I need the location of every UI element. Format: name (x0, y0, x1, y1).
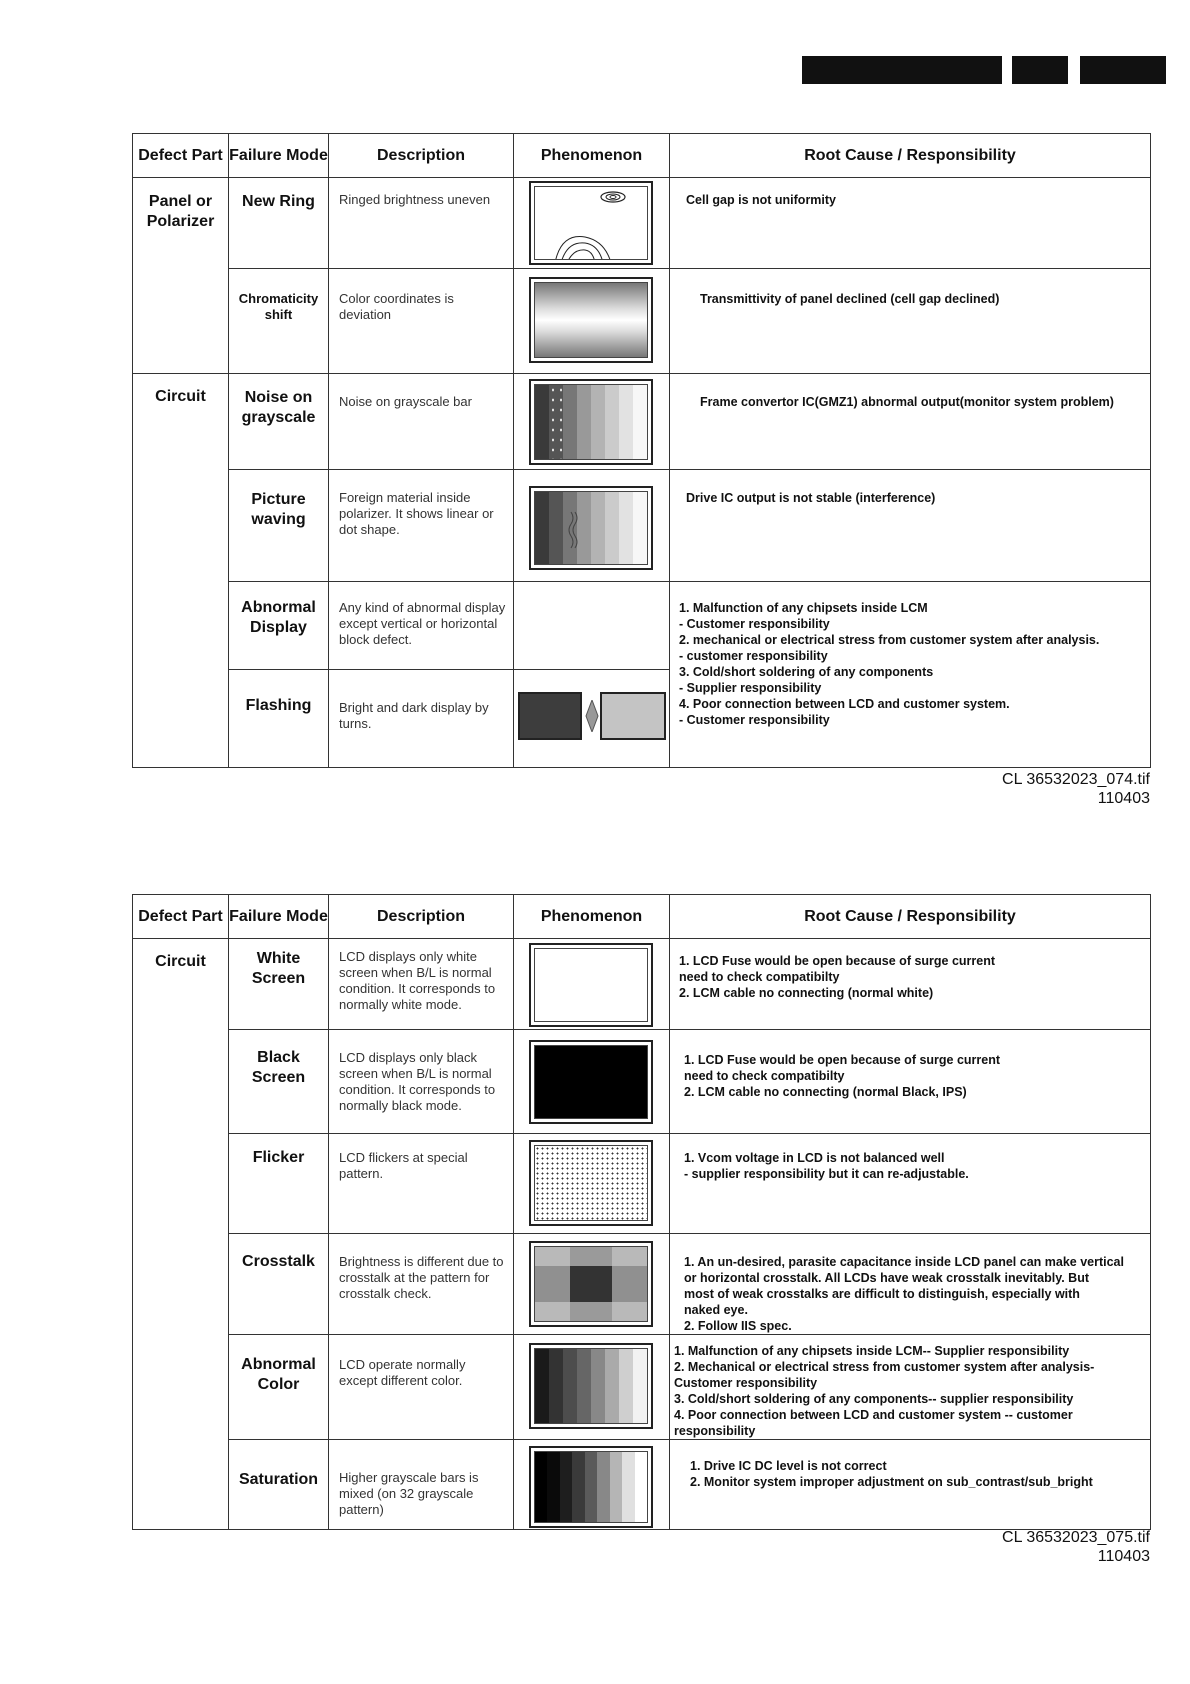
failure-mode: Flicker (229, 1134, 329, 1234)
failure-mode: Picture waving (229, 470, 329, 582)
root-cause: Drive IC output is not stable (interference) (670, 470, 1151, 582)
failure-mode: Abnormal Color (229, 1335, 329, 1440)
description: Foreign material inside polarizer. It shows linear or dot shape. (329, 470, 514, 582)
header-failure-mode: Failure Mode (229, 134, 329, 178)
table-row (133, 582, 1151, 670)
failure-mode: Flashing (229, 670, 329, 768)
header-description: Description (329, 134, 514, 178)
failure-mode: Abnormal Display (229, 582, 329, 670)
phenomenon-abnormal-color (514, 1335, 670, 1440)
header-phenomenon: Phenomenon (514, 134, 670, 178)
table-row (133, 1440, 1151, 1530)
failure-mode: Crosstalk (229, 1234, 329, 1335)
phenomenon-black-screen (514, 1030, 670, 1134)
root-cause: 1. Vcom voltage in LCD is not balanced well - supplier responsibility but it can re-adjustable. (670, 1134, 1151, 1234)
description: LCD operate normally except different color. (329, 1335, 514, 1440)
phenomenon-crosstalk (514, 1234, 670, 1335)
root-cause: 1. Drive IC DC level is not correct 2. Monitor system improper adjustment on sub_contrast/sub_bright (670, 1440, 1151, 1530)
header-defect-part: Defect Part (133, 134, 229, 178)
root-cause: Frame convertor IC(GMZ1) abnormal output(monitor system problem) (670, 374, 1151, 470)
root-cause: 1. An un-desired, parasite capacitance inside LCD panel can make vertical or horizontal crosstalk. All LCDs have weak crosstalk inevitably. But most of weak crosstalks are difficult to distinguish, especially with naked eye. 2. Follow IIS spec. (670, 1234, 1151, 1335)
caption-table-1 (1002, 770, 1150, 808)
table-row (133, 1134, 1151, 1234)
header-description: Description (329, 895, 514, 939)
failure-mode: New Ring (229, 178, 329, 269)
table-row (133, 1335, 1151, 1440)
root-cause: Transmittivity of panel declined (cell gap declined) (670, 269, 1151, 374)
description: LCD flickers at special pattern. (329, 1134, 514, 1234)
caption-table-2 (1002, 1528, 1150, 1566)
wave-lines-icon (535, 492, 648, 565)
table-row (133, 939, 1151, 1030)
caption-file: CL 36532023_074.tif (1002, 771, 1150, 788)
description: Bright and dark display by turns. (329, 670, 514, 768)
description: Higher grayscale bars is mixed (on 32 grayscale pattern) (329, 1440, 514, 1530)
phenomenon-white-screen (514, 939, 670, 1030)
root-cause: Cell gap is not uniformity (670, 178, 1151, 269)
table-row (133, 374, 1151, 470)
table-row (133, 1030, 1151, 1134)
header-phenomenon: Phenomenon (514, 895, 670, 939)
defect-table-1 (132, 133, 1151, 768)
caption-date: 110403 (1097, 790, 1150, 807)
table-row (133, 178, 1151, 269)
description: Ringed brightness uneven (329, 178, 514, 269)
defect-table-2 (132, 894, 1151, 1530)
double-arrow-icon (585, 700, 599, 732)
caption-date: 110403 (1097, 1548, 1150, 1565)
phenomenon-flicker (514, 1134, 670, 1234)
table-header-row (133, 895, 1151, 939)
defect-part: Circuit (133, 939, 229, 1530)
phenomenon-flashing (514, 670, 670, 768)
root-cause: 1. Malfunction of any chipsets inside LCM - Customer responsibility 2. mechanical or electrical stress from customer system after analysis. - customer responsibility 3. Cold/short soldering of any components - Supplier responsibility 4. Poor connection between LCD and customer system. - Customer responsibility (670, 582, 1151, 768)
failure-mode: White Screen (229, 939, 329, 1030)
description: Any kind of abnormal display except vertical or horizontal block defect. (329, 582, 514, 670)
phenomenon-abnormal-display (514, 582, 670, 670)
description: LCD displays only white screen when B/L is normal condition. It corresponds to normally white mode. (329, 939, 514, 1030)
ring-pattern-icon (535, 187, 648, 260)
failure-mode: Noise on grayscale (229, 374, 329, 470)
header-failure-mode: Failure Mode (229, 895, 329, 939)
phenomenon-saturation (514, 1440, 670, 1530)
table-row (133, 470, 1151, 582)
phenomenon-picture-waving (514, 470, 670, 582)
failure-mode: Saturation (229, 1440, 329, 1530)
phenomenon-noise-grayscale (514, 374, 670, 470)
header-root-cause: Root Cause / Responsibility (670, 134, 1151, 178)
description: LCD displays only black screen when B/L is normal condition. It corresponds to normally black mode. (329, 1030, 514, 1134)
failure-mode: Black Screen (229, 1030, 329, 1134)
description: Noise on grayscale bar (329, 374, 514, 470)
root-cause: 1. LCD Fuse would be open because of surge current need to check compatibilty 2. LCM cable no connecting (normal white) (670, 939, 1151, 1030)
header-block-2 (1012, 56, 1068, 84)
defect-part: Panel or Polarizer (133, 178, 229, 374)
phenomenon-chromaticity-shift (514, 269, 670, 374)
root-cause: 1. LCD Fuse would be open because of surge current need to check compatibilty 2. LCM cable no connecting (normal Black, IPS) (670, 1030, 1151, 1134)
table-row (133, 1234, 1151, 1335)
description: Color coordinates is deviation (329, 269, 514, 374)
root-cause: 1. Malfunction of any chipsets inside LCM-- Supplier responsibility 2. Mechanical or electrical stress from customer system after analysis- Customer responsibility 3. Cold/short soldering of any components-- supplier responsibility 4. Poor connection between LCD and customer system -- customer responsibility (670, 1335, 1151, 1440)
table-header-row (133, 134, 1151, 178)
description: Brightness is different due to crosstalk at the pattern for crosstalk check. (329, 1234, 514, 1335)
failure-mode: Chromaticity shift (229, 269, 329, 374)
defect-part: Circuit (133, 374, 229, 768)
header-block-1 (802, 56, 1002, 84)
table-row (133, 269, 1151, 374)
caption-file: CL 36532023_075.tif (1002, 1529, 1150, 1546)
header-defect-part: Defect Part (133, 895, 229, 939)
header-block-3 (1080, 56, 1166, 84)
phenomenon-new-ring (514, 178, 670, 269)
header-root-cause: Root Cause / Responsibility (670, 895, 1151, 939)
